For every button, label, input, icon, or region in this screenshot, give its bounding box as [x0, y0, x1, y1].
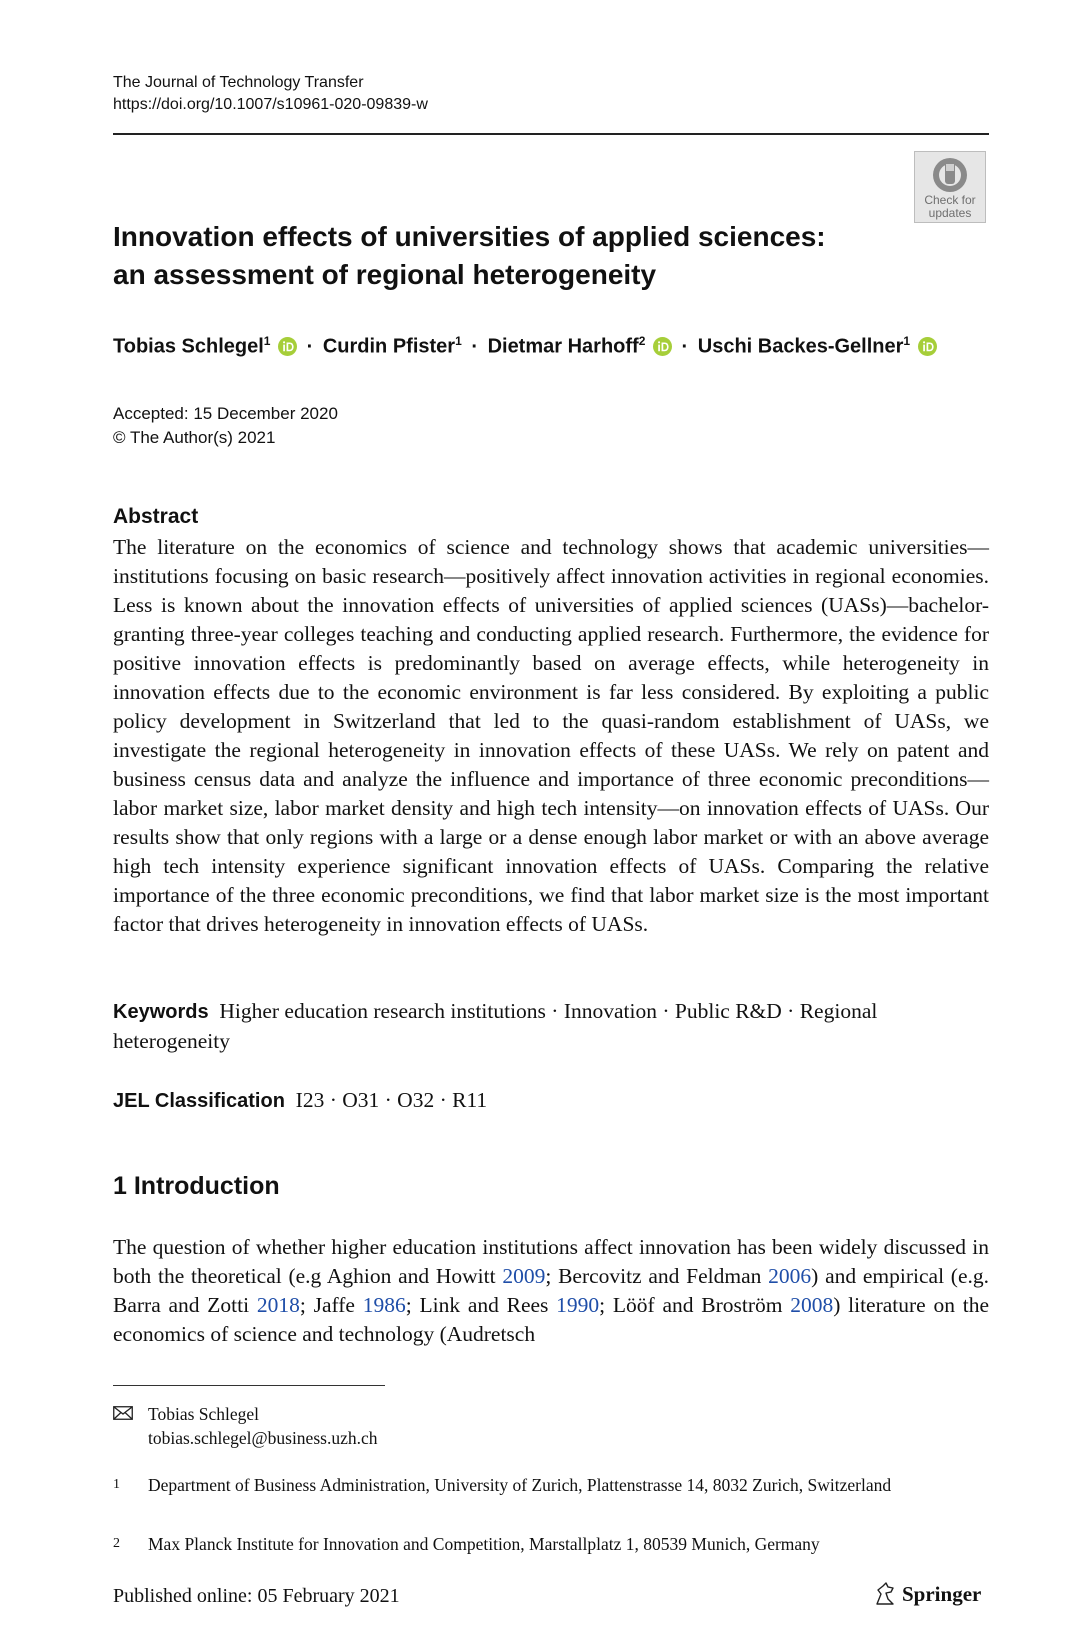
check-updates-label-1: Check for: [924, 193, 976, 207]
citation-link[interactable]: 2008: [790, 1293, 834, 1317]
doi-link[interactable]: https://doi.org/10.1007/s10961-020-09839-w: [113, 96, 428, 113]
article-title: [113, 218, 873, 294]
author-name[interactable]: Curdin Pfister: [322, 335, 456, 358]
intro-text: ; Link and Rees: [405, 1293, 557, 1317]
contact-name: Tobias Schlegel: [148, 1404, 260, 1424]
abstract-text: The literature on the economics of science and technology shows that academic universities—institutions focusing on basic research—positively affect innovation activities in regional economies. Less is known about the innovation effects of universities of applied sciences (UASs)—bachelor-granting three-year colleges teaching and conducting applied research. Furthermore, the evidence for positive innovation effects is predominantly based on average effects, while heterogeneity in innovation effects due to the economic environment is far less considered. By exploiting a public policy development in Switzerland that led to the quasi-random establishment of UASs, we investigate the regional heterogeneity in innovation effects of these UASs. We rely on patent and business census data and analyze the influence and importance of three economic preconditions—labor market size, labor market density and high tech intensity—on innovation effects of UASs. Our results show that only regions with a large or a dense enough labor market or with an above average high tech intensity experience significant innovation effects of UASs. Comparing the relative importance of the three economic preconditions, we find that labor market size is the most important factor that drives heterogeneity in innovation effects of UASs.: [113, 535, 989, 936]
intro-text: The question of whether higher education institutions affect innovation has been widely discussed in both the theoretical (e.g Aghion and Howitt: [113, 1235, 989, 1288]
author-list: [113, 334, 937, 359]
affiliation-number: 2: [113, 1536, 120, 1551]
citation-link[interactable]: 2006: [768, 1264, 812, 1288]
journal-name: The Journal of Technology Transfer: [113, 74, 364, 91]
contact-email[interactable]: tobias.schlegel@business.uzh.ch: [148, 1428, 378, 1448]
jel-block: [113, 1086, 487, 1116]
footnote-rule: [113, 1385, 385, 1386]
affiliation-mark: 1: [455, 334, 462, 348]
springer-horse-icon: [874, 1582, 896, 1606]
affiliation-text: Max Planck Institute for Innovation and Competition, Marstallplatz 1, 80539 Munich, Germany: [148, 1534, 820, 1554]
affiliation-footnote-2: [113, 1532, 989, 1558]
author-name[interactable]: Tobias Schlegel: [113, 335, 264, 358]
copyright-notice: © The Author(s) 2021: [113, 428, 276, 447]
intro-text: ) literature on the economics of science and technology (Audretsch: [113, 1293, 989, 1346]
check-for-updates-button[interactable]: [914, 151, 986, 223]
jel-heading: JEL Classification: [113, 1090, 285, 1112]
affiliation-footnote-1: [113, 1473, 989, 1523]
intro-text: ; Bercovitz and Feldman: [545, 1264, 769, 1288]
intro-text: ; Lööf and Broström: [599, 1293, 791, 1317]
header-rule: [113, 133, 989, 135]
affiliation-number: 1: [113, 1477, 120, 1492]
affiliation-mark: 1: [903, 334, 911, 348]
orcid-icon[interactable]: [278, 337, 297, 356]
keywords-block: [113, 997, 989, 1056]
abstract-heading: Abstract: [113, 505, 199, 528]
author-name[interactable]: Dietmar Harhoff: [487, 335, 639, 358]
crossmark-icon: [931, 156, 969, 194]
author-name[interactable]: Uschi Backes-Gellner: [697, 335, 904, 358]
orcid-icon[interactable]: [918, 337, 937, 356]
citation-link[interactable]: 2018: [256, 1293, 300, 1317]
published-online-date: Published online: 05 February 2021: [113, 1585, 400, 1607]
publisher-name: Springer: [902, 1582, 982, 1606]
author-separator: ·: [306, 335, 314, 358]
title-line-1: Innovation effects of universities of applied sciences:: [113, 221, 826, 252]
citation-link[interactable]: 2009: [502, 1264, 546, 1288]
citation-link[interactable]: 1990: [556, 1293, 600, 1317]
keywords-list: Higher education research institutions · Innovation · Public R&D · Regional heterogeneity: [113, 999, 878, 1053]
accepted-date: Accepted: 15 December 2020: [113, 404, 338, 423]
envelope-icon: [113, 1406, 133, 1420]
keywords-heading: Keywords: [113, 1001, 209, 1023]
orcid-icon[interactable]: [653, 337, 672, 356]
corresponding-author-footnote: [113, 1402, 989, 1452]
affiliation-text: Department of Business Administration, University of Zurich, Plattenstrasse 14, 8032 Zurich, Switzerland: [148, 1475, 892, 1495]
jel-codes: I23 · O31 · O32 · R11: [295, 1088, 488, 1112]
publisher-logo[interactable]: [874, 1582, 981, 1607]
section-heading-introduction: 1 Introduction: [113, 1172, 280, 1200]
affiliation-mark: 1: [263, 334, 271, 348]
article-dates: [113, 402, 338, 450]
affiliation-mark: 2: [638, 334, 646, 348]
title-line-2: an assessment of regional heterogeneity: [113, 259, 657, 290]
intro-text: ) and empirical (e.g. Barra and Zotti: [113, 1264, 989, 1317]
journal-header: [113, 72, 428, 116]
check-updates-label-2: updates: [928, 206, 972, 220]
author-separator: ·: [681, 335, 689, 358]
author-separator: ·: [471, 335, 478, 358]
citation-link[interactable]: 1986: [362, 1293, 406, 1317]
introduction-paragraph: [113, 1233, 989, 1349]
intro-text: ; Jaffe: [299, 1293, 363, 1317]
